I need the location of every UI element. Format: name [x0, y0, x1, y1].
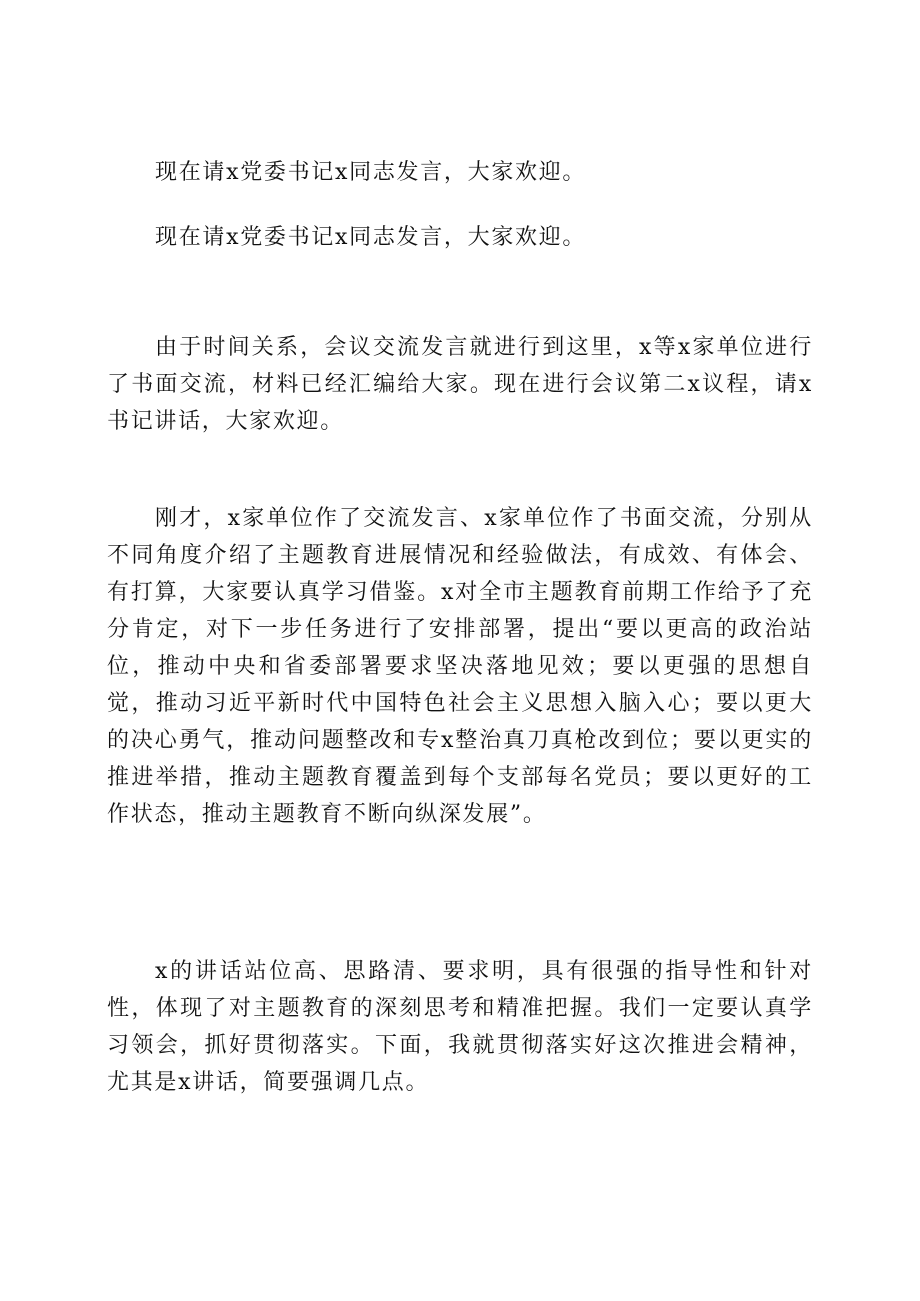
paragraph-1: 现在请x党委书记x同志发言，大家欢迎。	[155, 160, 587, 185]
paragraph-4: 刚才，x家单位作了交流发言、x家单位作了书面交流，分别从不同角度介绍了主题教育进展情况和经验做法，有成效、有体会、有打算，大家要认真学习借鉴。x对全市主题教育前期工作给予了充分肯定，对下一步任务进行了安排部署，提出“要以更高的政治站位，推动中央和省委部署要求坚决落地见效；要以更强的思想自觉，推动习近平新时代中国特色社会主义思想入脑入心；要以更大的决心勇气，推动问题整改和专x整治真刀真枪改到位；要以更实的推进举措，推动主题教育覆盖到每个支部每名党员；要以更好的工作状态，推动主题教育不断向纵深发展”。	[107, 506, 813, 827]
paragraph-2: 现在请x党委书记x同志发言，大家欢迎。	[155, 225, 587, 250]
paragraph-5: x的讲话站位高、思路清、要求明，具有很强的指导性和针对性，体现了对主题教育的深刻思考和精准把握。我们一定要认真学习领会，抓好贯彻落实。下面，我就贯彻落实好这次推进会精神，尤其是x讲话，简要强调几点。	[107, 959, 813, 1095]
paragraph-3: 由于时间关系，会议交流发言就进行到这里，x等x家单位进行了书面交流，材料已经汇编给大家。现在进行会议第二x议程，请x书记讲话，大家欢迎。	[107, 335, 813, 434]
